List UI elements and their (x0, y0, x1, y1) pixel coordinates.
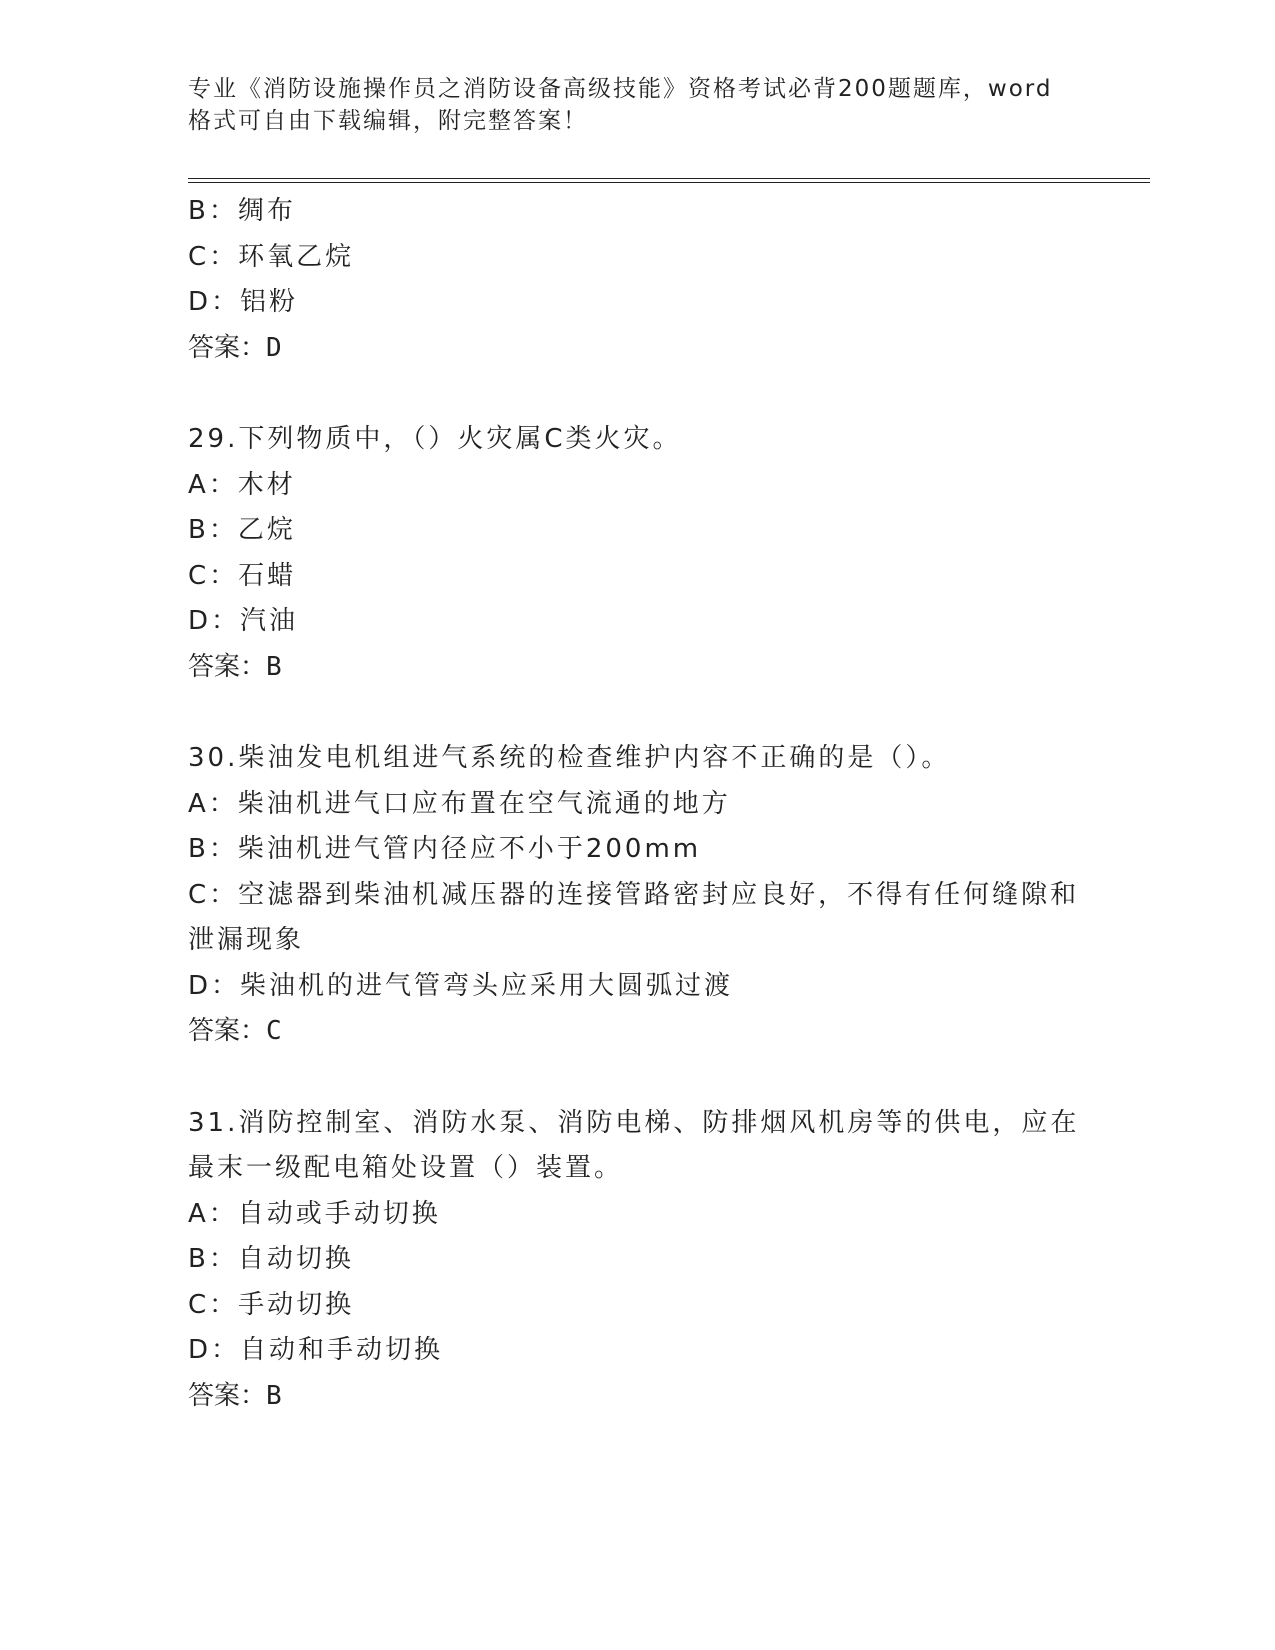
option-d: D：自动和手动切换 (188, 1335, 444, 1365)
question-list (188, 189, 1088, 1419)
option-d: D：汽油 (188, 606, 299, 636)
question-text: 31.消防控制室、消防水泵、消防电梯、防排烟风机房等的供电，应在最末一级配电箱处设置（）装置。 (188, 1107, 1080, 1183)
header-divider-bottom (188, 182, 1150, 183)
option-b: B：乙烷 (188, 515, 296, 545)
option-c: C：手动切换 (188, 1289, 355, 1320)
option-a: A：柴油机进气口应布置在空气流通的地方 (188, 788, 731, 819)
question-text: 30.柴油发电机组进气系统的检查维护内容不正确的是（）。 (188, 743, 951, 773)
option-b: B：自动切换 (188, 1244, 354, 1274)
answer-value: C (266, 1016, 285, 1046)
question-gap (188, 1055, 1088, 1101)
document-header (188, 73, 1068, 137)
question-gap (188, 690, 1088, 736)
header-text: 专业《消防设施操作员之消防设备高级技能》资格考试必背200题题库，word格式可自由下载编辑，附完整答案！ (188, 76, 1053, 134)
option-c: C：石蜡 (188, 560, 297, 591)
question-30 (188, 736, 1088, 1055)
answer-label: 答案： (188, 651, 267, 682)
answer-label: 答案： (188, 1016, 267, 1046)
answer-value: B (266, 651, 285, 682)
answer-line (188, 326, 1088, 372)
option-c: C：空滤器到柴油机减压器的连接管路密封应良好，不得有任何缝隙和泄漏现象 (188, 879, 1080, 955)
answer-value: B (266, 1380, 285, 1411)
option-b: B：柴油机进气管内径应不小于200mm (188, 834, 702, 864)
question-text: 29.下列物质中，（）火灾属C类火灾。 (188, 424, 682, 454)
option-d: D：柴油机的进气管弯头应采用大圆弧过渡 (188, 970, 734, 1001)
question-29 (188, 417, 1088, 690)
answer-line (188, 1009, 1088, 1055)
answer-value: D (266, 332, 285, 363)
partial-question-28 (188, 189, 1088, 371)
option-a: A：自动或手动切换 (188, 1198, 441, 1229)
option-b: B：绸布 (188, 196, 296, 226)
option-c: C：环氧乙烷 (188, 241, 355, 272)
answer-line (188, 1374, 1088, 1420)
header-divider-top (188, 178, 1150, 179)
question-gap (188, 371, 1088, 417)
answer-label: 答案： (188, 332, 267, 363)
option-a: A：木材 (188, 469, 296, 500)
answer-label: 答案： (188, 1380, 267, 1411)
answer-line (188, 645, 1088, 691)
option-d: D：铝粉 (188, 287, 299, 317)
question-31 (188, 1101, 1088, 1420)
